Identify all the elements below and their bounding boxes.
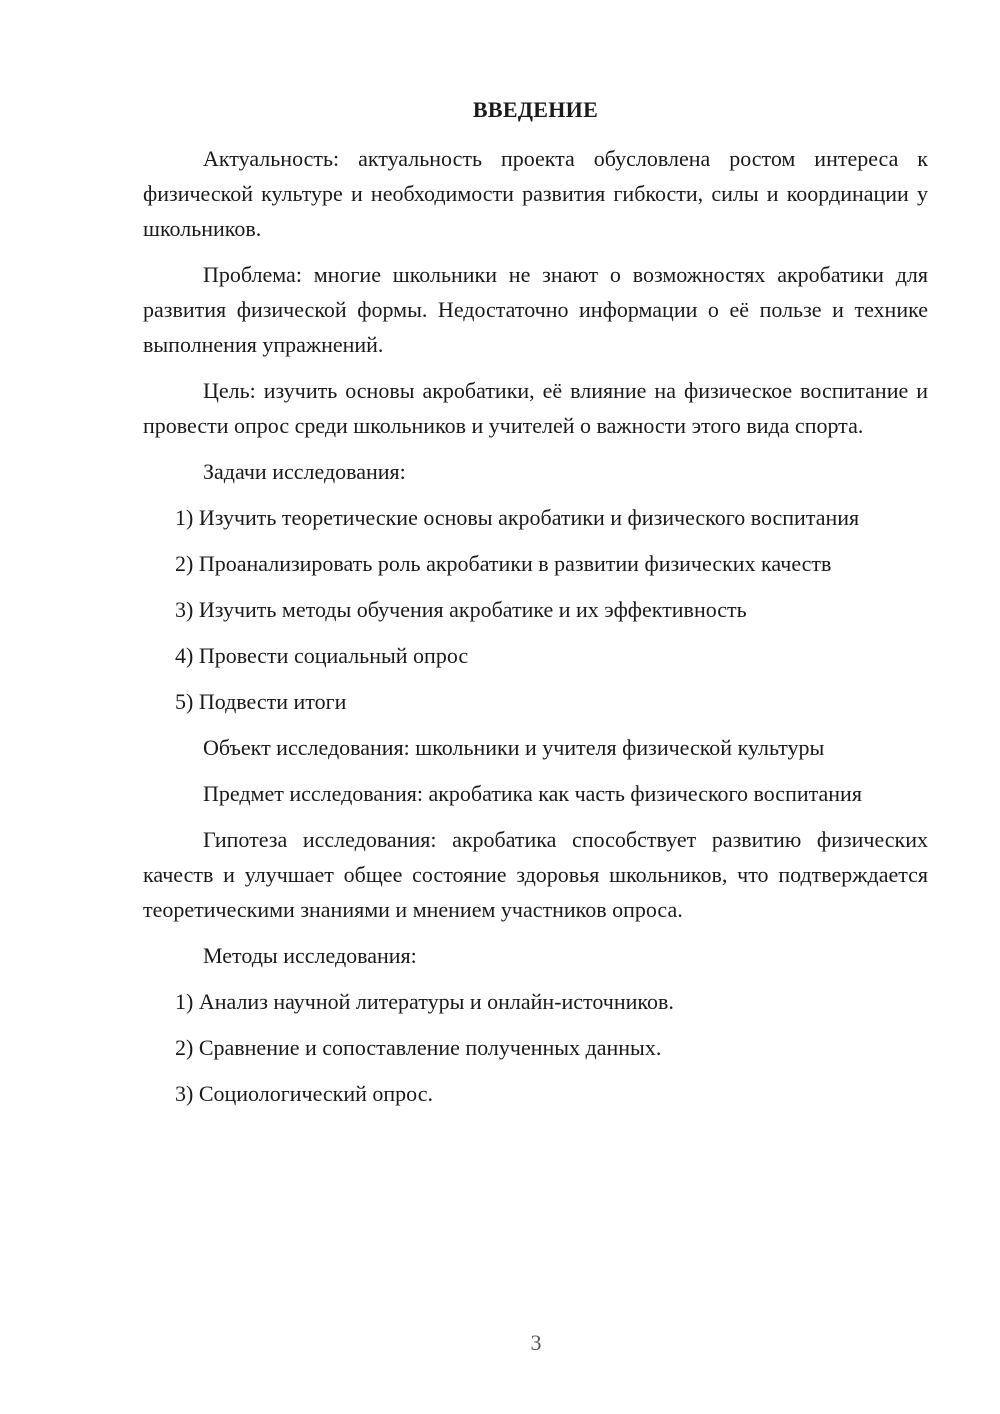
page-number: 3 [530, 1330, 542, 1355]
method-item: 2) Сравнение и сопоставление полученных данных. [175, 1035, 662, 1060]
task-item: 2) Проанализировать роль акробатики в развитии физических качеств [175, 551, 832, 576]
problem-paragraph: Проблема: многие школьники не знают о возможностях акробатики для развития физической формы. Недостаточно информации о её пользе и технике выполнения упражнений. [143, 262, 928, 357]
subject-paragraph: Предмет исследования: акробатика как часть физического воспитания [203, 781, 862, 806]
object-paragraph: Объект исследования: школьники и учителя физической культуры [203, 735, 825, 760]
methods-heading: Методы исследования: [203, 943, 417, 968]
task-item: 4) Провести социальный опрос [175, 643, 469, 668]
method-item: 3) Социологический опрос. [175, 1081, 433, 1106]
hypothesis-paragraph: Гипотеза исследования: акробатика способствует развитию физических качеств и улучшает общее состояние здоровья школьников, что подтверждается теоретическими знаниями и мнением участников опроса. [143, 827, 928, 922]
tasks-heading: Задачи исследования: [203, 459, 406, 484]
method-item: 1) Анализ научной литературы и онлайн-источников. [175, 989, 674, 1014]
task-item: 5) Подвести итоги [175, 689, 347, 714]
relevance-paragraph: Актуальность: актуальность проекта обусловлена ростом интереса к физической культуре и необходимости развития гибкости, силы и координации у школьников. [143, 146, 928, 241]
task-item: 3) Изучить методы обучения акробатике и их эффективность [175, 597, 747, 622]
document-body [143, 92, 928, 1111]
task-item: 1) Изучить теоретические основы акробатики и физического воспитания [175, 505, 860, 530]
section-title: ВВЕДЕНИЕ [472, 97, 599, 122]
goal-paragraph: Цель: изучить основы акробатики, её влияние на физическое воспитание и провести опрос среди школьников и учителей о важности этого вида спорта. [143, 378, 928, 438]
